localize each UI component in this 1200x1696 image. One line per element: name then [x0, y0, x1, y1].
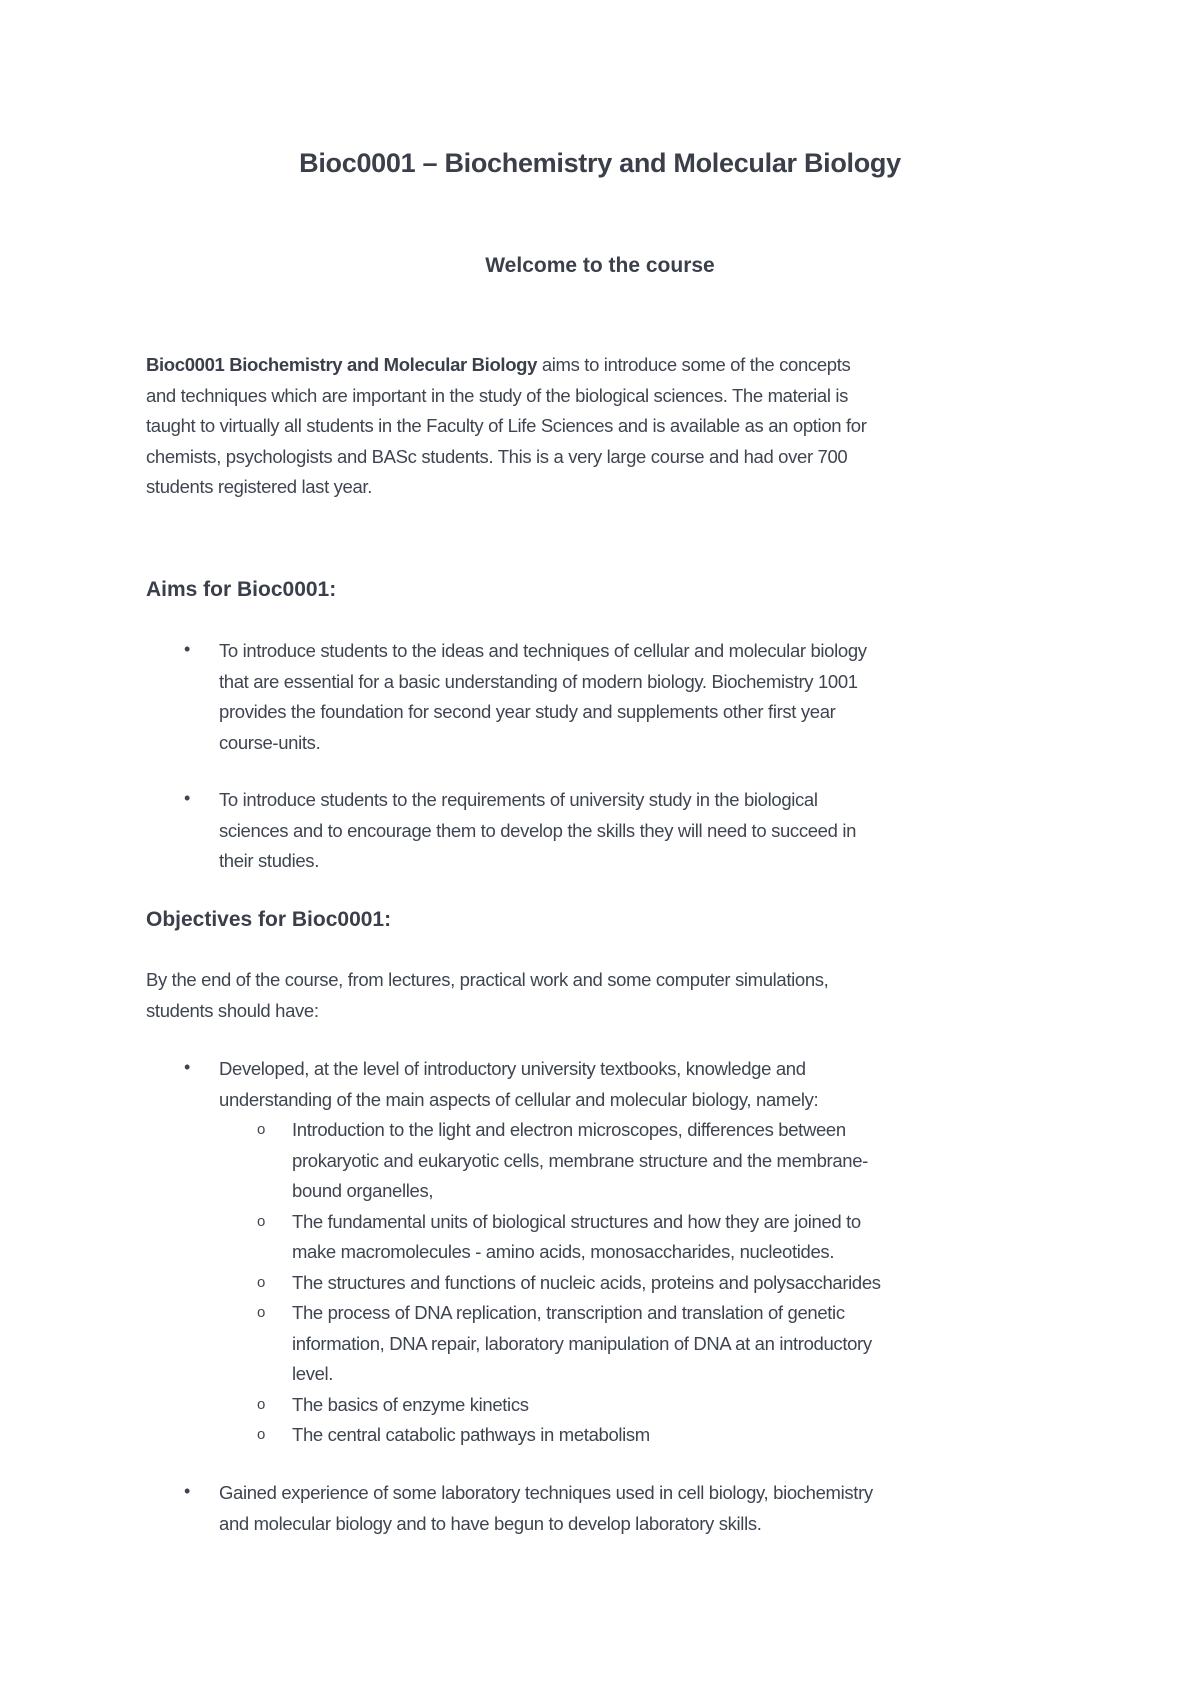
list-item-line: The process of DNA replication, transcription and translation of genetic [292, 1302, 845, 1323]
sub-list-item [292, 1420, 650, 1451]
list-item [219, 785, 856, 877]
list-item-line: that are essential for a basic understanding of modern biology. Biochemistry 1001 [219, 670, 858, 692]
sub-bullet-icon: o [257, 1273, 266, 1291]
bullet-icon: • [184, 639, 191, 659]
list-item-line: To introduce students to the ideas and techniques of cellular and molecular biology [219, 640, 867, 661]
list-item-line: course-units. [219, 731, 321, 753]
intro-line: chemists, psychologists and BASc students. This is a very large course and had over 700 [146, 445, 848, 467]
document-title: Bioc0001 – Biochemistry and Molecular Biology [299, 148, 901, 178]
intro-line [146, 350, 867, 381]
intro-line: and techniques which are important in the study of the biological sciences. The material is [146, 384, 849, 406]
list-item-line: The central catabolic pathways in metabolism [292, 1424, 650, 1445]
list-item-line: Gained experience of some laboratory techniques used in cell biology, biochemistry [219, 1482, 873, 1503]
sub-list-item [292, 1115, 868, 1207]
list-item-line: Introduction to the light and electron microscopes, differences between [292, 1119, 846, 1140]
bullet-icon: • [184, 788, 191, 808]
sub-bullet-icon: o [257, 1426, 266, 1443]
list-item-line: prokaryotic and eukaryotic cells, membrane structure and the membrane- [292, 1149, 868, 1171]
list-item-line: Developed, at the level of introductory university textbooks, knowledge and [219, 1058, 806, 1079]
list-item-line: information, DNA repair, laboratory manipulation of DNA at an introductory [292, 1332, 872, 1354]
course-name-bold: Bioc0001 Biochemistry and Molecular Biology [146, 354, 538, 375]
intro-line: students registered last year. [146, 476, 373, 497]
list-item [219, 636, 867, 758]
intro-paragraph [146, 350, 867, 503]
objectives-intro [146, 965, 828, 1026]
list-item-line: The structures and functions of nucleic acids, proteins and polysaccharides [292, 1271, 881, 1293]
list-item-line: The basics of enzyme kinetics [292, 1393, 529, 1415]
list-item-line: make macromolecules - amino acids, monosaccharides, nucleotides. [292, 1241, 835, 1262]
list-item [219, 1054, 818, 1115]
list-item-line: understanding of the main aspects of cellular and molecular biology, namely: [219, 1088, 819, 1110]
sub-bullet-icon: o [257, 1212, 266, 1230]
list-item-line: level. [292, 1363, 334, 1384]
intro-text: aims to introduce some of the concepts [537, 354, 851, 375]
sub-list-item [292, 1207, 861, 1268]
sub-bullet-icon: o [257, 1121, 266, 1138]
section-subtitle: Welcome to the course [485, 254, 715, 277]
list-item-line: The fundamental units of biological structures and how they are joined to [292, 1210, 861, 1232]
intro-line: taught to virtually all students in the Faculty of Life Sciences and is available as an option for [146, 415, 867, 436]
aims-heading: Aims for Bioc0001: [146, 578, 337, 601]
bullet-icon: • [184, 1481, 191, 1501]
sub-list-item [292, 1298, 872, 1390]
bullet-icon: • [184, 1057, 191, 1077]
sub-list-item [292, 1390, 529, 1421]
sub-list-item [292, 1268, 881, 1299]
list-item [219, 1478, 873, 1539]
objectives-heading: Objectives for Bioc0001: [146, 908, 392, 931]
objectives-intro-line: By the end of the course, from lectures, practical work and some computer simulations, [146, 969, 829, 990]
list-item-line: sciences and to encourage them to develop the skills they will need to succeed in [219, 819, 857, 841]
list-item-line: provides the foundation for second year study and supplements other first year [219, 701, 836, 722]
list-item-line: bound organelles, [292, 1180, 434, 1201]
objectives-intro-line: students should have: [146, 999, 319, 1021]
list-item-line: their studies. [219, 850, 319, 871]
list-item-line: To introduce students to the requirements of university study in the biological [219, 789, 818, 810]
sub-bullet-icon: o [257, 1304, 266, 1321]
sub-bullet-icon: o [257, 1395, 266, 1413]
list-item-line: and molecular biology and to have begun to develop laboratory skills. [219, 1512, 762, 1534]
